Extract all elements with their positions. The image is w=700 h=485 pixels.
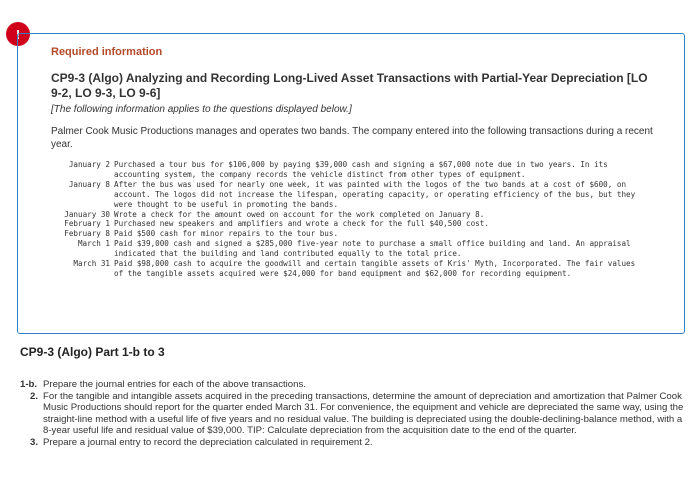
transaction-row — [50, 210, 642, 220]
transaction-row — [50, 219, 642, 229]
transaction-row — [50, 229, 642, 239]
requirement-item — [20, 437, 685, 449]
requirement-text: Prepare the journal entries for each of the above transactions. — [43, 379, 306, 390]
required-information-panel — [17, 33, 685, 334]
transaction-date: March 1 — [77, 239, 110, 249]
requirements-list — [20, 379, 685, 449]
transaction-date: January 30 — [64, 209, 110, 219]
transactions-table — [50, 160, 642, 279]
transaction-description: Purchased a tour bus for $106,000 by paying $39,000 cash and signing a $67,000 note due in two years. In its accounting system, the company records the vehicle distinct from other types of equipment. — [114, 160, 608, 179]
transaction-row — [50, 160, 642, 180]
transaction-description: Wrote a check for the amount owed on account for the work completed on January 8. — [114, 209, 485, 219]
requirement-text: Prepare a journal entry to record the depreciation calculated in requirement 2. — [43, 436, 373, 448]
transaction-description: Paid $39,000 cash and signed a $285,000 five-year note to purchase a small office building and land. An appraisal indicated that the building and land contributed equally to the total price. — [114, 239, 631, 259]
required-information-label: Required information — [51, 46, 163, 58]
requirement-text: For the tangible and intangible assets acquired in the preceding transactions, determine the amount of depreciation and amortization that Palmer Cook Music Productions should report for the quarter ended March 31. For convenience, the equipment and vehicle are depreciated the same way, using the straight-line method with a useful life of five years and no residual value. The building is depreciated using the double-declining-balance method, with a 8-year useful life and residual value of $39,000. TIP: Calculate depreciation from the acquisition date to the end of the quarter. — [43, 390, 684, 437]
alert-icon: ! — [6, 22, 30, 46]
intro-paragraph: Palmer Cook Music Productions manages and operates two bands. The company entered into the following transactions during a recent year. — [51, 126, 653, 150]
transaction-date: March 31 — [73, 259, 110, 269]
transaction-description: Paid $500 cash for minor repairs to the tour bus. — [114, 229, 339, 239]
requirement-item — [20, 379, 685, 391]
transaction-row — [50, 239, 642, 259]
requirement-number: 2. — [30, 390, 39, 402]
transaction-row — [50, 180, 642, 210]
problem-title: CP9-3 (Algo) Analyzing and Recording Long-Lived Asset Transactions with Partial-Year Depreciation [LO 9-2, LO 9-3, LO 9-6] — [51, 71, 648, 100]
requirement-number: 1-b. — [20, 379, 38, 390]
transaction-description: Paid $98,000 cash to acquire the goodwill and certain tangible assets of Kris' Myth, Incorporated. The fair values of the tangible assets acquired were $24,000 for band equipment and $62,000 for recording equipment. — [114, 259, 636, 278]
requirement-number: 3. — [30, 436, 39, 448]
transaction-date: February 8 — [64, 229, 110, 239]
instruction-note: [The following information applies to the questions displayed below.] — [51, 104, 352, 115]
transaction-date: January 8 — [68, 179, 110, 189]
transaction-date: January 2 — [68, 160, 110, 169]
transaction-description: After the bus was used for nearly one week, it was painted with the logos of the two bands at a cost of $600, on account. The logos did not increase the lifespan, operating capacity, or operating efficiency of the bus, but they were thought to be useful in promoting the bands. — [114, 179, 636, 209]
transaction-description: Purchased new speakers and amplifiers and wrote a check for the full $40,500 cost. — [114, 219, 489, 229]
part-title: CP9-3 (Algo) Part 1-b to 3 — [20, 345, 165, 359]
requirement-item — [20, 391, 685, 437]
transaction-date: February 1 — [64, 219, 110, 229]
transaction-row — [50, 259, 642, 279]
